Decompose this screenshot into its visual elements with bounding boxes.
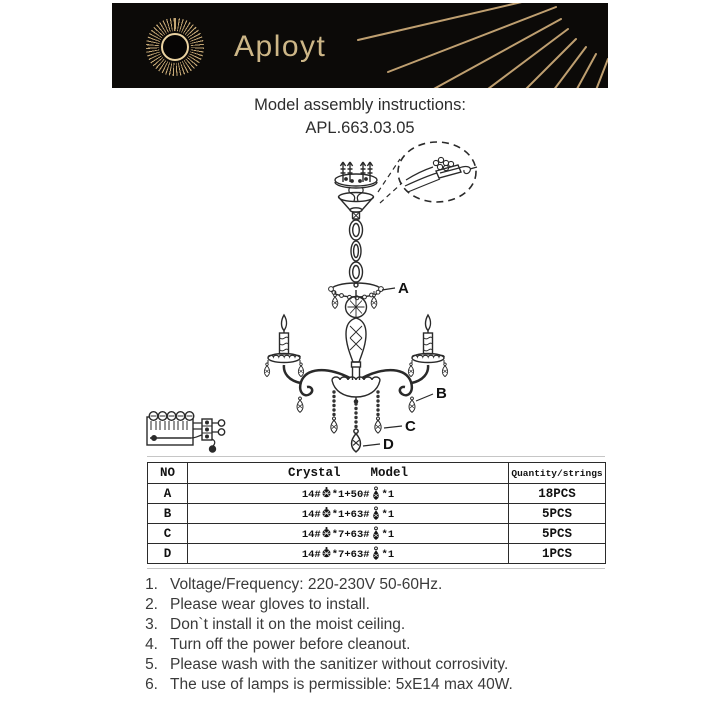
canopy [339, 193, 374, 220]
table-row-d [148, 544, 606, 564]
diagram-label-a: A [398, 280, 409, 297]
decorative-rays-icon [112, 3, 608, 88]
row-qty: 5PCS [509, 504, 606, 524]
model-segment: *7+63# [331, 549, 370, 561]
model-segment: 14# [301, 509, 321, 521]
table-header-row [148, 463, 606, 484]
teardrop-crystal-icon [371, 486, 381, 500]
row-model [188, 484, 509, 504]
row-no: C [148, 524, 188, 544]
row-qty: 5PCS [509, 524, 606, 544]
terminal-block [147, 412, 225, 452]
model-segment: *1+50# [331, 489, 370, 501]
row-model [188, 504, 509, 524]
instruction-item [140, 635, 610, 655]
octagon-bead-icon [322, 546, 331, 559]
instructions-list [140, 575, 610, 695]
row-qty: 1PCS [509, 544, 606, 564]
instruction-item [140, 595, 610, 615]
table-row-a [148, 484, 606, 504]
model-segment: *1+63# [331, 509, 370, 521]
instruction-number: 6. [145, 676, 158, 693]
model-segment: 14# [301, 489, 321, 501]
chandelier-assembly-diagram [0, 140, 720, 470]
instruction-text: Voltage/Frequency: 220-230V 50-60Hz. [170, 576, 443, 593]
model-segment: *1 [381, 489, 395, 501]
table-row-b [148, 504, 606, 524]
instruction-text: Turn off the power before cleanout. [170, 636, 411, 653]
diagram-label-c: C [405, 418, 416, 435]
bottom-bowl [332, 377, 380, 403]
row-model [188, 524, 509, 544]
right-bobeche-cup [412, 354, 444, 364]
col-header-no: NO [148, 463, 188, 484]
left-candle [280, 315, 289, 354]
model-segment: 14# [301, 549, 321, 561]
octagon-bead-icon [322, 506, 331, 519]
row-no: A [148, 484, 188, 504]
instruction-text: Please wear gloves to install. [170, 596, 370, 613]
bead-strands [332, 390, 379, 428]
instruction-number: 2. [145, 596, 158, 613]
crystal-parts-table [147, 462, 606, 564]
col-header-model-word1: Crystal [287, 466, 341, 480]
instruction-number: 4. [145, 636, 158, 653]
model-segment: *1 [381, 549, 395, 561]
instruction-number: 3. [145, 616, 158, 633]
col-header-model-word2: Model [370, 466, 409, 480]
col-header-qty: Quantity/strings [509, 463, 606, 484]
chain [350, 220, 363, 287]
instruction-text: Please wash with the sanitizer without corrosivity. [170, 656, 509, 673]
table-shadow-line-bottom [147, 568, 605, 569]
row-no: D [148, 544, 188, 564]
label-leaders [363, 288, 433, 446]
model-segment: *7+63# [331, 529, 370, 541]
page-title: Model assembly instructions: [254, 96, 466, 114]
model-segment: *1 [381, 529, 395, 541]
right-arm [362, 365, 428, 395]
instruction-item [140, 615, 610, 635]
model-segment: 14# [301, 529, 321, 541]
teardrop-crystal-icon [371, 526, 381, 540]
brand-name: Aployt [234, 30, 327, 63]
instruction-text: The use of lamps is permissible: 5xE14 max 40W. [170, 676, 513, 693]
instruction-number: 5. [145, 656, 158, 673]
table-shadow-line-top [147, 456, 605, 457]
central-column [346, 297, 367, 381]
row-no: B [148, 504, 188, 524]
model-segment: *1 [381, 509, 395, 521]
wire-connection-inset [378, 142, 477, 203]
teardrop-crystal-icon [371, 506, 381, 520]
left-bobeche-cup [268, 354, 300, 364]
title-block [0, 94, 720, 139]
octagon-bead-icon [322, 486, 331, 499]
row-model [188, 544, 509, 564]
instruction-item [140, 655, 610, 675]
col-header-model [188, 463, 509, 484]
table-row-c [148, 524, 606, 544]
teardrop-crystal-icon [371, 546, 381, 560]
instruction-number: 1. [145, 576, 158, 593]
instruction-item [140, 575, 610, 595]
right-candle [424, 315, 433, 354]
row-qty: 18PCS [509, 484, 606, 504]
brand-banner [112, 3, 608, 88]
model-number: APL.663.03.05 [305, 118, 415, 137]
diagram-label-d: D [383, 436, 394, 453]
instruction-text: Don`t install it on the moist ceiling. [170, 616, 406, 633]
diagram-label-b: B [436, 385, 447, 402]
left-arm [284, 365, 350, 395]
octagon-bead-icon [322, 526, 331, 539]
instruction-item [140, 675, 610, 695]
